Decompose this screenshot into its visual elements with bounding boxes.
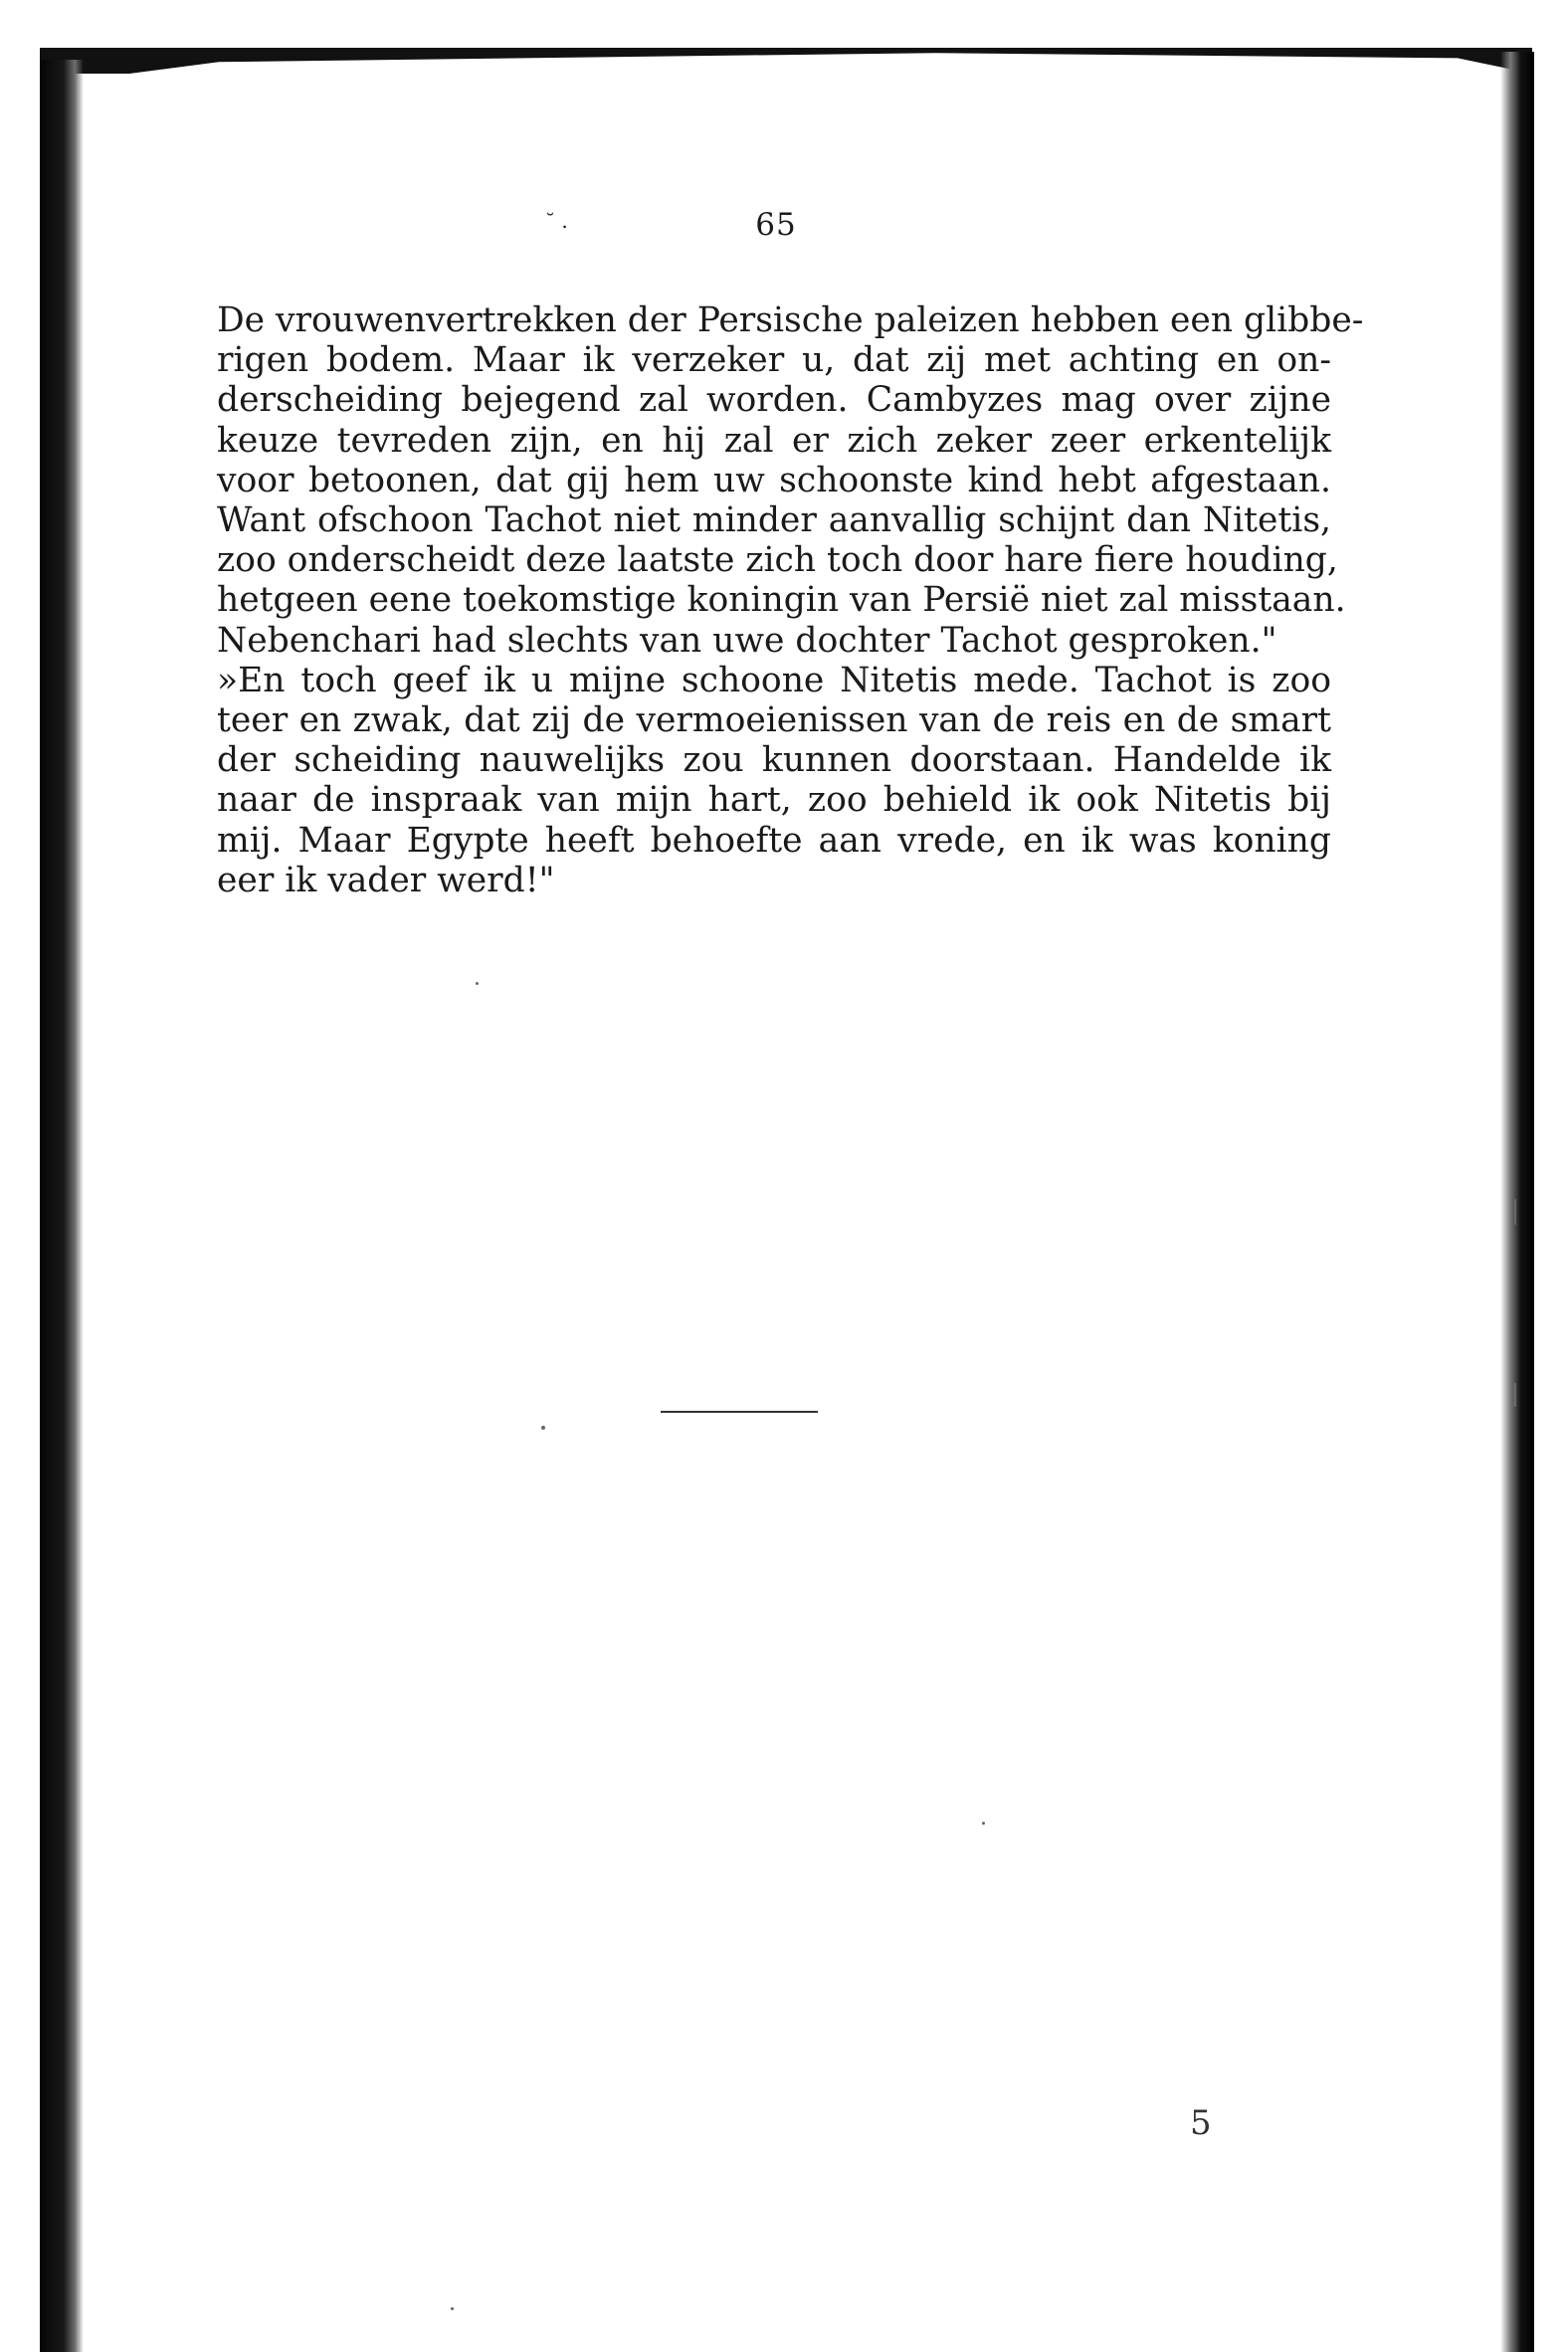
section-divider xyxy=(661,1411,818,1413)
text-line: derscheiding bejegend zal worden. Cambyzes mag over zijne xyxy=(217,380,1331,421)
text-line: teer en zwak, dat zij de vermoeienissen van de reis en de smart xyxy=(217,700,1331,741)
scan-border-top xyxy=(40,48,1532,74)
text-line: zoo onderscheidt deze laatste zich toch door hare fiere houding, xyxy=(217,540,1338,581)
scan-border-right xyxy=(1500,52,1534,2352)
text-line: keuze tevreden zijn, en hij zal er zich zeker zeer erkentelijk xyxy=(217,420,1331,461)
text-line: mij. Maar Egypte heeft behoefte aan vrede, en ik was koning xyxy=(217,820,1331,861)
text-line: rigen bodem. Maar ik verzeker u, dat zij met achting en on- xyxy=(217,340,1331,381)
text-line: Nebenchari had slechts van uwe dochter Tachot gesproken." xyxy=(217,620,1277,661)
speck xyxy=(541,1426,545,1430)
text-line: Want ofschoon Tachot niet minder aanvallig schijnt dan Nitetis, xyxy=(217,500,1331,541)
speck xyxy=(476,982,479,985)
page-number: 65 xyxy=(755,207,797,243)
text-line: hetgeen eene toekomstige koningin van Persië niet zal misstaan. xyxy=(217,580,1346,621)
text-line: De vrouwenvertrekken der Persische paleizen hebben een glibbe- xyxy=(217,300,1364,340)
text-line: »En toch geef ik u mijne schoone Nitetis mede. Tachot is zoo xyxy=(217,660,1331,700)
signature-mark: 5 xyxy=(1190,2103,1212,2143)
scan-border-left xyxy=(40,60,84,2352)
text-line: eer ik vader werd!" xyxy=(217,860,555,900)
body-text xyxy=(217,300,1364,900)
speck xyxy=(1513,1383,1516,1407)
text-line: naar de inspraak van mijn hart, zoo behield ik ook Nitetis bij xyxy=(217,780,1331,821)
text-line: der scheiding nauwelijks zou kunnen doorstaan. Handelde ik xyxy=(217,740,1331,781)
stray-ink-mark: ˘ . xyxy=(545,209,568,233)
speck xyxy=(451,2307,454,2310)
text-line: voor betoonen, dat gij hem uw schoonste kind hebt afgestaan. xyxy=(217,460,1331,500)
speck xyxy=(1514,1199,1516,1225)
speck xyxy=(982,1822,985,1825)
